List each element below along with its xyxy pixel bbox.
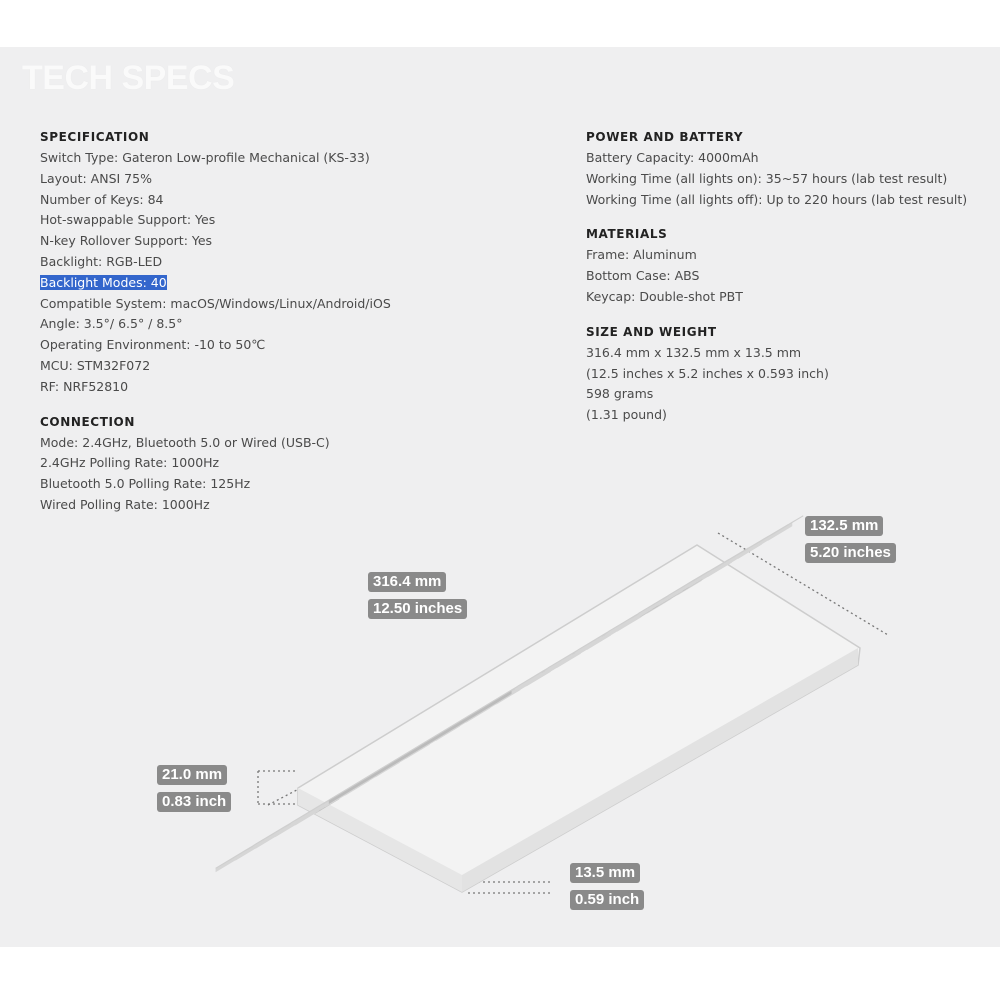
- spec-rf: RF: NRF52810: [40, 378, 129, 394]
- size-inches: (12.5 inches x 5.2 inches x 0.593 inch): [586, 365, 829, 381]
- selected-text-highlight[interactable]: Backlight Modes: 40: [40, 274, 167, 290]
- weight-grams: 598 grams: [586, 386, 654, 402]
- material-bottom-case: Bottom Case: ABS: [586, 268, 700, 284]
- working-time-lights-on: Working Time (all lights on): 35~57 hours (lab test result): [586, 170, 948, 186]
- conn-bluetooth-polling: Bluetooth 5.0 Polling Rate: 125Hz: [40, 476, 251, 492]
- spec-mcu: MCU: STM32F072: [40, 357, 151, 373]
- spec-switch-type: Switch Type: Gateron Low-profile Mechanical (KS-33): [40, 150, 370, 165]
- section-heading: CONNECTION: [40, 414, 135, 429]
- section-heading: SIZE AND WEIGHT: [586, 324, 717, 339]
- width-inches-label: 5.20 inches: [805, 543, 896, 563]
- material-keycap: Keycap: Double-shot PBT: [586, 288, 743, 304]
- section-heading: MATERIALS: [586, 227, 668, 242]
- weight-pounds: (1.31 pound): [586, 407, 667, 423]
- conn-24ghz-polling: 2.4GHz Polling Rate: 1000Hz: [40, 455, 220, 471]
- spec-number-of-keys: Number of Keys: 84: [40, 191, 164, 207]
- spec-layout: Layout: ANSI 75%: [40, 170, 152, 186]
- spec-angle: Angle: 3.5°/ 6.5° / 8.5°: [40, 316, 183, 332]
- spec-compatible-system: Compatible System: macOS/Windows/Linux/Android/iOS: [40, 295, 391, 311]
- working-time-lights-off: Working Time (all lights off): Up to 220 hours (lab test result): [586, 191, 968, 207]
- size-mm: 316.4 mm x 132.5 mm x 13.5 mm: [586, 344, 802, 360]
- page-title: TECH SPECS: [22, 59, 235, 97]
- section-heading: SPECIFICATION: [40, 130, 150, 144]
- spec-nkey-rollover: N-key Rollover Support: Yes: [40, 233, 213, 249]
- conn-wired-polling: Wired Polling Rate: 1000Hz: [40, 496, 210, 512]
- width-mm-label: 132.5 mm: [805, 516, 883, 536]
- height-mm-label: 21.0 mm: [157, 765, 227, 785]
- base-mm-label: 13.5 mm: [570, 863, 640, 883]
- section-heading: POWER AND BATTERY: [586, 130, 744, 144]
- keyboard-illustration: [0, 47, 1000, 947]
- height-inch-label: 0.83 inch: [157, 792, 231, 812]
- spec-hot-swappable: Hot-swappable Support: Yes: [40, 212, 216, 228]
- length-mm-label: 316.4 mm: [368, 572, 446, 592]
- spec-operating-environment: Operating Environment: -10 to 50℃: [40, 337, 266, 353]
- length-inches-label: 12.50 inches: [368, 599, 467, 619]
- material-frame: Frame: Aluminum: [586, 247, 697, 263]
- battery-capacity: Battery Capacity: 4000mAh: [586, 150, 759, 165]
- base-inch-label: 0.59 inch: [570, 890, 644, 910]
- tech-specs-panel: [0, 47, 1000, 947]
- spec-backlight: Backlight: RGB-LED: [40, 253, 163, 269]
- conn-mode: Mode: 2.4GHz, Bluetooth 5.0 or Wired (USB-C): [40, 434, 330, 450]
